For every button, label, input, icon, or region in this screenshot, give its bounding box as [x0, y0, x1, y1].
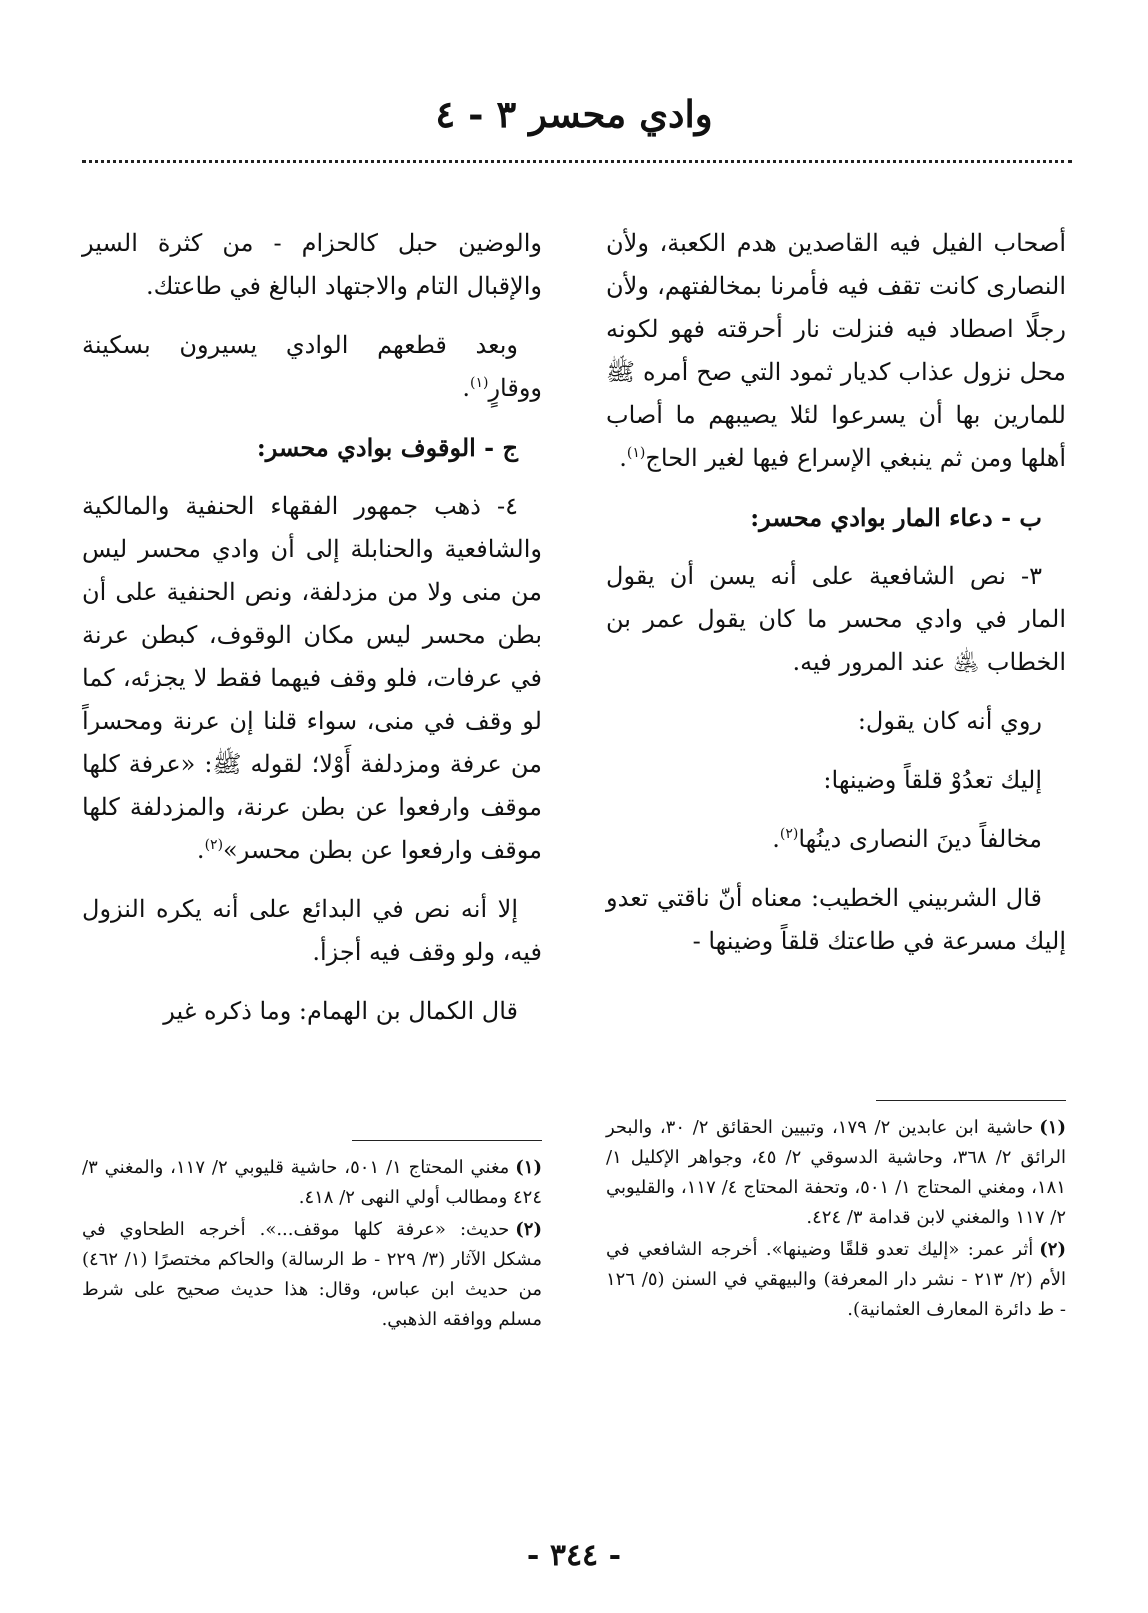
- right-column: [606, 222, 1066, 979]
- paragraph: والوضين حبل كالحزام - من كثرة السير والإقبال التام والاجتهاد البالغ في طاعتك.: [82, 229, 542, 300]
- footnote-text: أثر عمر: «إليك تعدو قلقًا وضينها». أخرجه الشافعي في الأم (٢/ ٢١٣ - نشر دار المعرفة) والبيهقي في السنن (٥/ ١٢٦ - ط دائرة المعارف العثمانية).: [606, 1239, 1066, 1320]
- footnotes-left: [82, 1140, 542, 1337]
- verse-text: مخالفاً دينَ النصارى دينُها: [798, 825, 1042, 853]
- footnote-number: (٢): [515, 1219, 542, 1240]
- paragraph-text: وبعد قطعهم الوادي يسيرون بسكينة ووقارٍ: [82, 331, 542, 402]
- footnote-rule: [352, 1140, 542, 1141]
- footnote-number: (١): [515, 1157, 542, 1178]
- paragraph: [82, 485, 542, 872]
- footnote-number: (١): [1039, 1117, 1066, 1138]
- verse-line: إليك تعدُوْ قلقاً وضينها:: [823, 766, 1042, 794]
- footnotes-right: [606, 1100, 1066, 1327]
- footnote: [82, 1215, 542, 1335]
- footnote-ref[interactable]: (١): [469, 375, 489, 391]
- footnote-ref[interactable]: (١): [626, 445, 646, 461]
- paragraph: قال الكمال بن الهمام: وما ذكره غير: [163, 997, 518, 1025]
- paragraph: [606, 222, 1066, 480]
- footnote-text: مغني المحتاج ١/ ٥٠١، حاشية قليوبي ٢/ ١١٧، والمغني ٣/ ٤٢٤ ومطالب أولي النهى ٢/ ٤١٨.: [82, 1157, 542, 1208]
- paragraph-text: أصحاب الفيل فيه القاصدين هدم الكعبة، ولأن النصارى كانت تقف فيه فأمرنا بمخالفتهم، ولأن رجلًا اصطاد فيه فنزلت نار أحرقته فهو لكونه محل نزول عذاب كديار ثمود التي صح أمره ﷺ للمارين بها أن يسرعوا لئلا يصيبهم ما أصاب أهلها ومن ثم ينبغي الإسراع فيها لغير الحاج: [606, 229, 1066, 472]
- paragraph: ٣- نص الشافعية على أنه يسن أن يقول المار في وادي محسر ما كان يقول عمر بن الخطاب ﵁ عند المرور فيه.: [606, 562, 1066, 676]
- verse-line: [606, 818, 1066, 861]
- footnote-rule: [876, 1100, 1066, 1101]
- footnote-number: (٢): [1039, 1239, 1066, 1260]
- left-column: [82, 222, 542, 1049]
- footnote-text: حاشية ابن عابدين ٢/ ١٧٩، وتبيين الحقائق ٢/ ٣٠، والبحر الرائق ٢/ ٣٦٨، وحاشية الدسوقي ٢/ ٤٥، وجواهر الإكليل ١/ ١٨١، ومغني المحتاج ١/ ٥٠١، وتحفة المحتاج ٤/ ١١٧، والقليوبي ٢/ ١١٧ والمغني لابن قدامة ٣/ ٤٢٤.: [606, 1117, 1066, 1228]
- paragraph: [82, 324, 542, 410]
- title-dotted-rule: [82, 160, 1072, 163]
- section-heading-b: ب - دعاء المار بوادي محسر:: [750, 503, 1042, 532]
- paragraph-end: .: [619, 444, 627, 472]
- paragraph-end: .: [462, 374, 470, 402]
- footnote-ref[interactable]: (٢): [204, 837, 224, 853]
- footnote: [606, 1235, 1066, 1325]
- paragraph-end: .: [196, 836, 205, 864]
- verse-end: .: [772, 825, 780, 853]
- paragraph: إلا أنه نص في البدائع على أنه يكره النزول فيه، ولو وقف فيه أجزأ.: [82, 895, 542, 966]
- page-number: - ٣٤٤ -: [526, 1538, 622, 1573]
- section-heading-c: ج - الوقوف بوادي محسر:: [256, 433, 518, 462]
- paragraph: قال الشربيني الخطيب: معناه أنّ ناقتي تعدو إليك مسرعة في طاعتك قلقاً وضينها -: [606, 884, 1066, 955]
- footnote: [606, 1113, 1066, 1233]
- paragraph-text: ٤- ذهب جمهور الفقهاء الحنفية والمالكية والشافعية والحنابلة إلى أن وادي محسر ليس من منى ولا من مزدلفة، ونص الحنفية على أن بطن محسر ليس مكان الوقوف، كبطن عرنة في عرفات، فلو وقف فيهما فقط لا يجزئه، كما لو وقف في منى، سواء قلنا إن عرنة ومحسراً من عرفة ومزدلفة أَوْلا؛ لقوله ﷺ: «عرفة كلها موقف وارفعوا عن بطن عرنة، والمزدلفة كلها موقف وارفعوا عن بطن محسر»: [82, 492, 542, 864]
- quote-intro: روي أنه كان يقول:: [857, 707, 1042, 735]
- page-title: وادي محسر ٣ - ٤: [435, 92, 713, 136]
- footnote: [82, 1153, 542, 1213]
- footnote-text: حديث: «عرفة كلها موقف...». أخرجه الطحاوي في مشكل الآثار (٣/ ٢٢٩ - ط الرسالة) والحاكم مختصرًا (١/ ٤٦٢) من حديث ابن عباس، وقال: هذا حديث صحيح على شرط مسلم ووافقه الذهبي.: [82, 1219, 542, 1330]
- footnote-ref[interactable]: (٢): [779, 826, 799, 842]
